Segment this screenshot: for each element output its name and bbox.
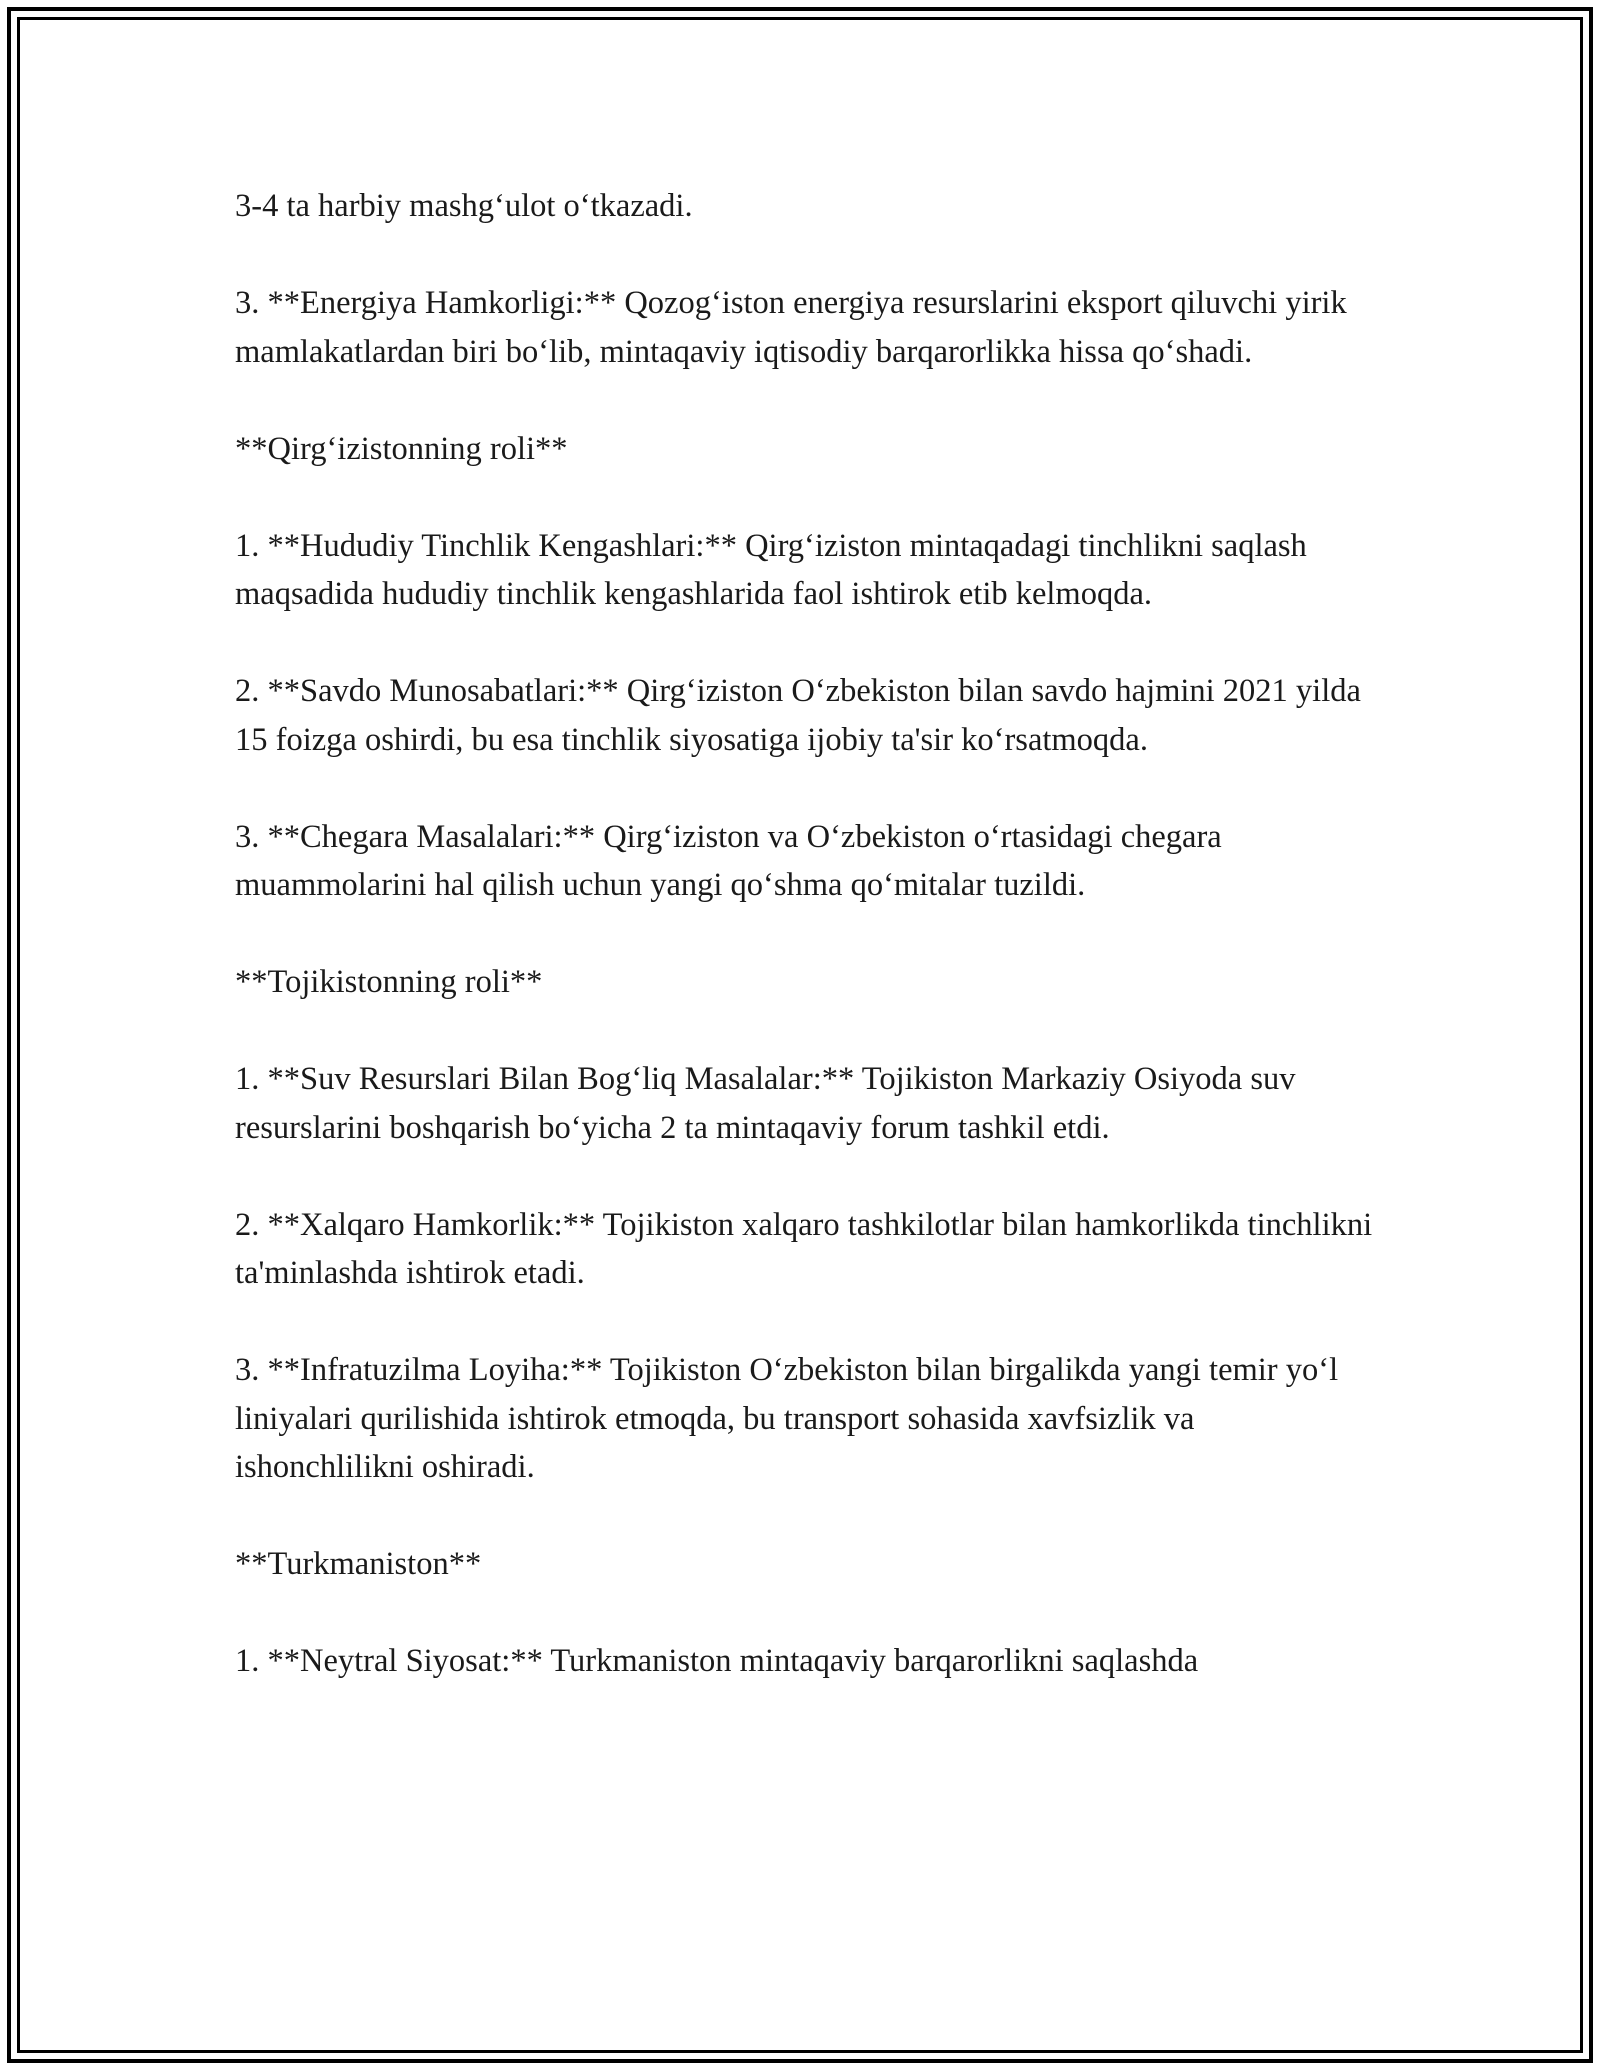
paragraph: 1. **Suv Resurslari Bilan Bog‘liq Masalalar:** Tojikiston Markaziy Osiyoda suv resurslarini boshqarish bo‘yicha 2 ta mintaqaviy forum tashkil etdi. [235, 1061, 1296, 1146]
section-heading: **Turkmaniston** [235, 1546, 482, 1582]
paragraph: 3. **Infratuzilma Loyiha:** Tojikiston O‘zbekiston bilan birgalikda yangi temir yo‘l liniyalari qurilishida ishtirok etmoqda, bu transport sohasida xavfsizlik va ishonchlilikni oshiradi. [235, 1352, 1339, 1485]
paragraph: 2. **Savdo Munosabatlari:** Qirg‘iziston O‘zbekiston bilan savdo hajmini 2021 yilda 15 foizga oshirdi, bu esa tinchlik siyosatiga ijobiy ta'sir ko‘rsatmoqda. [235, 673, 1361, 758]
paragraph: 3-4 ta harbiy mashg‘ulot o‘tkazadi. [235, 188, 693, 224]
paragraph: 1. **Hududiy Tinchlik Kengashlari:** Qirg‘iziston mintaqadagi tinchlikni saqlash maqsadida hududiy tinchlik kengashlarida faol ishtirok etib kelmoqda. [235, 527, 1307, 612]
section-heading: **Qirg‘izistonning roli** [235, 430, 568, 467]
section-heading: **Tojikistonning roli** [235, 964, 543, 1000]
document-body [235, 182, 1375, 1686]
paragraph: 1. **Neytral Siyosat:** Turkmaniston mintaqaviy barqarorlikni saqlashda [235, 1643, 1199, 1679]
paragraph: 3. **Chegara Masalalari:** Qirg‘iziston va O‘zbekiston o‘rtasidagi chegara muammolarini hal qilish uchun yangi qo‘shma qo‘mitalar tuzildi. [235, 818, 1222, 903]
paragraph: 2. **Xalqaro Hamkorlik:** Tojikiston xalqaro tashkilotlar bilan hamkorlikda tinchlikni ta'minlashda ishtirok etadi. [235, 1206, 1373, 1291]
paragraph: 3. **Energiya Hamkorligi:** Qozog‘iston energiya resurslarini eksport qiluvchi yirik mamlakatlardan biri bo‘lib, mintaqaviy iqtisodiy barqarorlikka hissa qo‘shadi. [235, 285, 1347, 370]
